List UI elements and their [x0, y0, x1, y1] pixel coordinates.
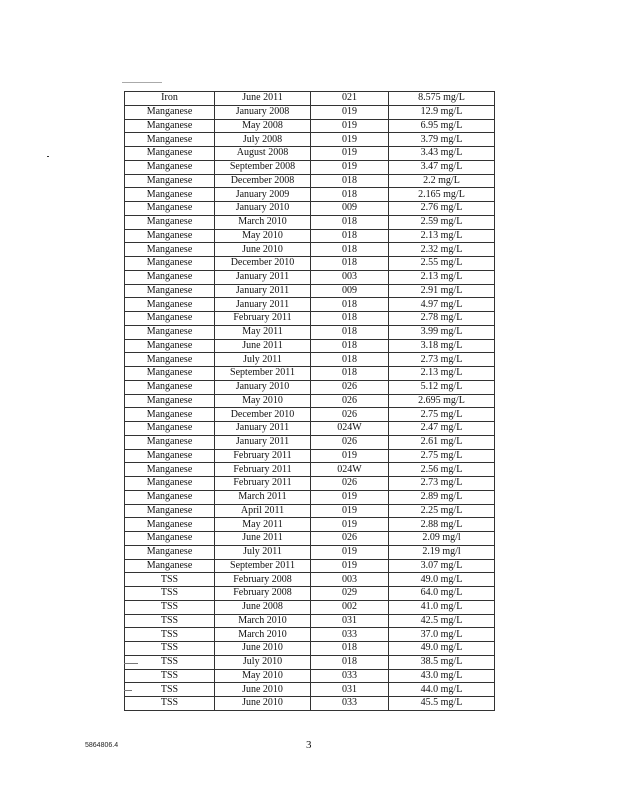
cell-date: February 2008	[215, 573, 311, 587]
table-row	[125, 477, 495, 491]
table-body	[125, 92, 495, 711]
table-row	[125, 147, 495, 161]
table-row	[125, 587, 495, 601]
cell-outfall: 018	[311, 229, 389, 243]
cell-outfall: 026	[311, 380, 389, 394]
cell-result: 3.43 mg/L	[389, 147, 495, 161]
cell-outfall: 009	[311, 284, 389, 298]
cell-date: June 2011	[215, 532, 311, 546]
cell-parameter: TSS	[125, 655, 215, 669]
cell-parameter: Manganese	[125, 367, 215, 381]
cell-result: 49.0 mg/L	[389, 642, 495, 656]
cell-result: 2.47 mg/L	[389, 422, 495, 436]
cell-parameter: Manganese	[125, 490, 215, 504]
cell-result: 2.13 mg/L	[389, 270, 495, 284]
table-row	[125, 188, 495, 202]
cell-date: April 2011	[215, 504, 311, 518]
cell-outfall: 018	[311, 642, 389, 656]
cell-date: July 2011	[215, 545, 311, 559]
cell-date: June 2011	[215, 92, 311, 106]
cell-parameter: Manganese	[125, 325, 215, 339]
cell-result: 37.0 mg/L	[389, 628, 495, 642]
cell-date: January 2011	[215, 298, 311, 312]
cell-outfall: 031	[311, 614, 389, 628]
cell-result: 2.76 mg/L	[389, 202, 495, 216]
cell-result: 2.13 mg/L	[389, 367, 495, 381]
cell-result: 4.97 mg/L	[389, 298, 495, 312]
cell-result: 2.25 mg/L	[389, 504, 495, 518]
table-row	[125, 697, 495, 711]
cell-parameter: Manganese	[125, 133, 215, 147]
cell-result: 64.0 mg/L	[389, 587, 495, 601]
cell-parameter: Manganese	[125, 119, 215, 133]
cell-result: 2.88 mg/L	[389, 518, 495, 532]
cell-parameter: Manganese	[125, 394, 215, 408]
table-row	[125, 655, 495, 669]
cell-date: January 2009	[215, 188, 311, 202]
table-row	[125, 449, 495, 463]
table-row	[125, 504, 495, 518]
cell-parameter: Manganese	[125, 380, 215, 394]
table-row	[125, 160, 495, 174]
cell-date: June 2010	[215, 697, 311, 711]
cell-parameter: Manganese	[125, 463, 215, 477]
cell-parameter: Manganese	[125, 559, 215, 573]
table-row	[125, 119, 495, 133]
cell-outfall: 003	[311, 573, 389, 587]
cell-outfall: 026	[311, 532, 389, 546]
cell-result: 2.09 mg/l	[389, 532, 495, 546]
cell-date: August 2008	[215, 147, 311, 161]
cell-outfall: 019	[311, 147, 389, 161]
cell-result: 12.9 mg/L	[389, 105, 495, 119]
scan-artifact	[47, 156, 49, 157]
cell-result: 2.89 mg/L	[389, 490, 495, 504]
cell-parameter: Manganese	[125, 477, 215, 491]
cell-result: 2.59 mg/L	[389, 215, 495, 229]
table-row	[125, 628, 495, 642]
page-number: 3	[306, 739, 312, 751]
table-row	[125, 669, 495, 683]
cell-parameter: Manganese	[125, 532, 215, 546]
cell-outfall: 019	[311, 545, 389, 559]
cell-outfall: 026	[311, 408, 389, 422]
cell-date: June 2010	[215, 642, 311, 656]
cell-result: 2.56 mg/L	[389, 463, 495, 477]
cell-date: June 2011	[215, 339, 311, 353]
cell-date: March 2011	[215, 490, 311, 504]
table-row	[125, 559, 495, 573]
cell-parameter: Manganese	[125, 339, 215, 353]
table-row	[125, 642, 495, 656]
table-row	[125, 257, 495, 271]
cell-outfall: 003	[311, 270, 389, 284]
cell-parameter: TSS	[125, 587, 215, 601]
cell-outfall: 018	[311, 215, 389, 229]
cell-result: 5.12 mg/L	[389, 380, 495, 394]
cell-outfall: 019	[311, 559, 389, 573]
cell-result: 43.0 mg/L	[389, 669, 495, 683]
table-row	[125, 298, 495, 312]
cell-outfall: 018	[311, 339, 389, 353]
scan-artifact	[124, 690, 132, 691]
cell-parameter: Manganese	[125, 174, 215, 188]
cell-result: 3.07 mg/L	[389, 559, 495, 573]
cell-parameter: TSS	[125, 600, 215, 614]
scan-artifact	[124, 663, 138, 664]
cell-date: January 2011	[215, 270, 311, 284]
scan-artifact	[122, 82, 162, 83]
cell-parameter: Manganese	[125, 284, 215, 298]
table-row	[125, 92, 495, 106]
data-table	[124, 91, 495, 711]
cell-outfall: 018	[311, 243, 389, 257]
cell-parameter: Manganese	[125, 504, 215, 518]
cell-result: 3.99 mg/L	[389, 325, 495, 339]
cell-outfall: 009	[311, 202, 389, 216]
cell-outfall: 031	[311, 683, 389, 697]
cell-parameter: TSS	[125, 628, 215, 642]
cell-parameter: Manganese	[125, 257, 215, 271]
cell-result: 41.0 mg/L	[389, 600, 495, 614]
cell-date: September 2011	[215, 559, 311, 573]
cell-result: 44.0 mg/L	[389, 683, 495, 697]
cell-date: January 2011	[215, 435, 311, 449]
cell-date: March 2010	[215, 614, 311, 628]
cell-result: 38.5 mg/L	[389, 655, 495, 669]
cell-date: January 2010	[215, 380, 311, 394]
cell-date: May 2010	[215, 394, 311, 408]
cell-result: 2.55 mg/L	[389, 257, 495, 271]
cell-outfall: 026	[311, 435, 389, 449]
cell-outfall: 019	[311, 160, 389, 174]
cell-result: 2.165 mg/L	[389, 188, 495, 202]
table-row	[125, 394, 495, 408]
cell-date: May 2011	[215, 518, 311, 532]
table-row	[125, 518, 495, 532]
table-row	[125, 325, 495, 339]
cell-outfall: 018	[311, 188, 389, 202]
cell-date: September 2008	[215, 160, 311, 174]
cell-date: May 2011	[215, 325, 311, 339]
cell-date: May 2010	[215, 669, 311, 683]
cell-date: February 2011	[215, 312, 311, 326]
cell-outfall: 029	[311, 587, 389, 601]
table-row	[125, 600, 495, 614]
cell-outfall: 018	[311, 174, 389, 188]
cell-result: 2.73 mg/L	[389, 353, 495, 367]
cell-date: September 2011	[215, 367, 311, 381]
cell-parameter: Manganese	[125, 435, 215, 449]
table-row	[125, 339, 495, 353]
table-row	[125, 174, 495, 188]
cell-date: February 2011	[215, 449, 311, 463]
table-row	[125, 614, 495, 628]
cell-date: February 2008	[215, 587, 311, 601]
cell-result: 3.18 mg/L	[389, 339, 495, 353]
cell-date: February 2011	[215, 463, 311, 477]
cell-parameter: Manganese	[125, 408, 215, 422]
table-row	[125, 683, 495, 697]
cell-parameter: Manganese	[125, 298, 215, 312]
cell-parameter: Manganese	[125, 160, 215, 174]
cell-date: January 2008	[215, 105, 311, 119]
cell-outfall: 002	[311, 600, 389, 614]
cell-parameter: TSS	[125, 642, 215, 656]
table-row	[125, 312, 495, 326]
cell-result: 2.32 mg/L	[389, 243, 495, 257]
cell-outfall: 019	[311, 518, 389, 532]
table-row	[125, 422, 495, 436]
cell-result: 45.5 mg/L	[389, 697, 495, 711]
table-row	[125, 229, 495, 243]
cell-outfall: 018	[311, 367, 389, 381]
cell-date: May 2008	[215, 119, 311, 133]
cell-parameter: Manganese	[125, 270, 215, 284]
cell-outfall: 019	[311, 504, 389, 518]
cell-result: 2.61 mg/L	[389, 435, 495, 449]
cell-date: July 2010	[215, 655, 311, 669]
table-row	[125, 532, 495, 546]
cell-outfall: 021	[311, 92, 389, 106]
cell-result: 2.78 mg/L	[389, 312, 495, 326]
cell-parameter: Manganese	[125, 422, 215, 436]
cell-result: 6.95 mg/L	[389, 119, 495, 133]
cell-date: March 2010	[215, 628, 311, 642]
cell-parameter: TSS	[125, 614, 215, 628]
cell-outfall: 019	[311, 490, 389, 504]
table-row	[125, 545, 495, 559]
cell-result: 3.47 mg/L	[389, 160, 495, 174]
table-row	[125, 215, 495, 229]
cell-parameter: Manganese	[125, 229, 215, 243]
cell-result: 8.575 mg/L	[389, 92, 495, 106]
cell-outfall: 018	[311, 257, 389, 271]
table-row	[125, 284, 495, 298]
cell-parameter: Manganese	[125, 243, 215, 257]
document-id: 5864806.4	[85, 742, 119, 749]
cell-parameter: Manganese	[125, 545, 215, 559]
cell-outfall: 026	[311, 477, 389, 491]
cell-outfall: 033	[311, 697, 389, 711]
cell-parameter: Manganese	[125, 449, 215, 463]
cell-date: July 2011	[215, 353, 311, 367]
cell-parameter: Manganese	[125, 215, 215, 229]
cell-result: 2.75 mg/L	[389, 408, 495, 422]
table-row	[125, 490, 495, 504]
cell-parameter: Manganese	[125, 518, 215, 532]
cell-parameter: TSS	[125, 683, 215, 697]
cell-result: 2.19 mg/l	[389, 545, 495, 559]
table-row	[125, 367, 495, 381]
table-row	[125, 435, 495, 449]
cell-date: December 2010	[215, 257, 311, 271]
cell-result: 2.91 mg/L	[389, 284, 495, 298]
cell-result: 2.695 mg/L	[389, 394, 495, 408]
table-row	[125, 380, 495, 394]
cell-result: 3.79 mg/L	[389, 133, 495, 147]
cell-parameter: Manganese	[125, 147, 215, 161]
table-row	[125, 408, 495, 422]
cell-date: June 2010	[215, 243, 311, 257]
cell-outfall: 018	[311, 353, 389, 367]
cell-outfall: 026	[311, 394, 389, 408]
cell-outfall: 018	[311, 312, 389, 326]
cell-parameter: TSS	[125, 669, 215, 683]
cell-date: July 2008	[215, 133, 311, 147]
cell-outfall: 033	[311, 628, 389, 642]
cell-date: December 2008	[215, 174, 311, 188]
cell-parameter: Manganese	[125, 188, 215, 202]
cell-result: 2.73 mg/L	[389, 477, 495, 491]
cell-outfall: 019	[311, 105, 389, 119]
cell-outfall: 019	[311, 449, 389, 463]
cell-outfall: 024W	[311, 463, 389, 477]
cell-date: January 2011	[215, 422, 311, 436]
cell-date: February 2011	[215, 477, 311, 491]
cell-outfall: 018	[311, 325, 389, 339]
cell-outfall: 018	[311, 298, 389, 312]
cell-result: 2.75 mg/L	[389, 449, 495, 463]
cell-date: June 2010	[215, 683, 311, 697]
table-row	[125, 133, 495, 147]
cell-date: January 2011	[215, 284, 311, 298]
cell-outfall: 019	[311, 133, 389, 147]
table-row	[125, 105, 495, 119]
cell-parameter: Manganese	[125, 202, 215, 216]
cell-parameter: Iron	[125, 92, 215, 106]
cell-date: January 2010	[215, 202, 311, 216]
cell-parameter: Manganese	[125, 105, 215, 119]
table-row	[125, 202, 495, 216]
table-row	[125, 573, 495, 587]
cell-result: 42.5 mg/L	[389, 614, 495, 628]
cell-outfall: 019	[311, 119, 389, 133]
cell-result: 2.13 mg/L	[389, 229, 495, 243]
table-row	[125, 270, 495, 284]
cell-outfall: 024W	[311, 422, 389, 436]
cell-outfall: 033	[311, 669, 389, 683]
table-row	[125, 353, 495, 367]
cell-parameter: TSS	[125, 573, 215, 587]
table-row	[125, 463, 495, 477]
cell-date: June 2008	[215, 600, 311, 614]
cell-date: March 2010	[215, 215, 311, 229]
cell-parameter: Manganese	[125, 353, 215, 367]
cell-result: 49.0 mg/L	[389, 573, 495, 587]
cell-outfall: 018	[311, 655, 389, 669]
cell-parameter: Manganese	[125, 312, 215, 326]
table-row	[125, 243, 495, 257]
cell-result: 2.2 mg/L	[389, 174, 495, 188]
cell-parameter: TSS	[125, 697, 215, 711]
cell-date: May 2010	[215, 229, 311, 243]
cell-date: December 2010	[215, 408, 311, 422]
